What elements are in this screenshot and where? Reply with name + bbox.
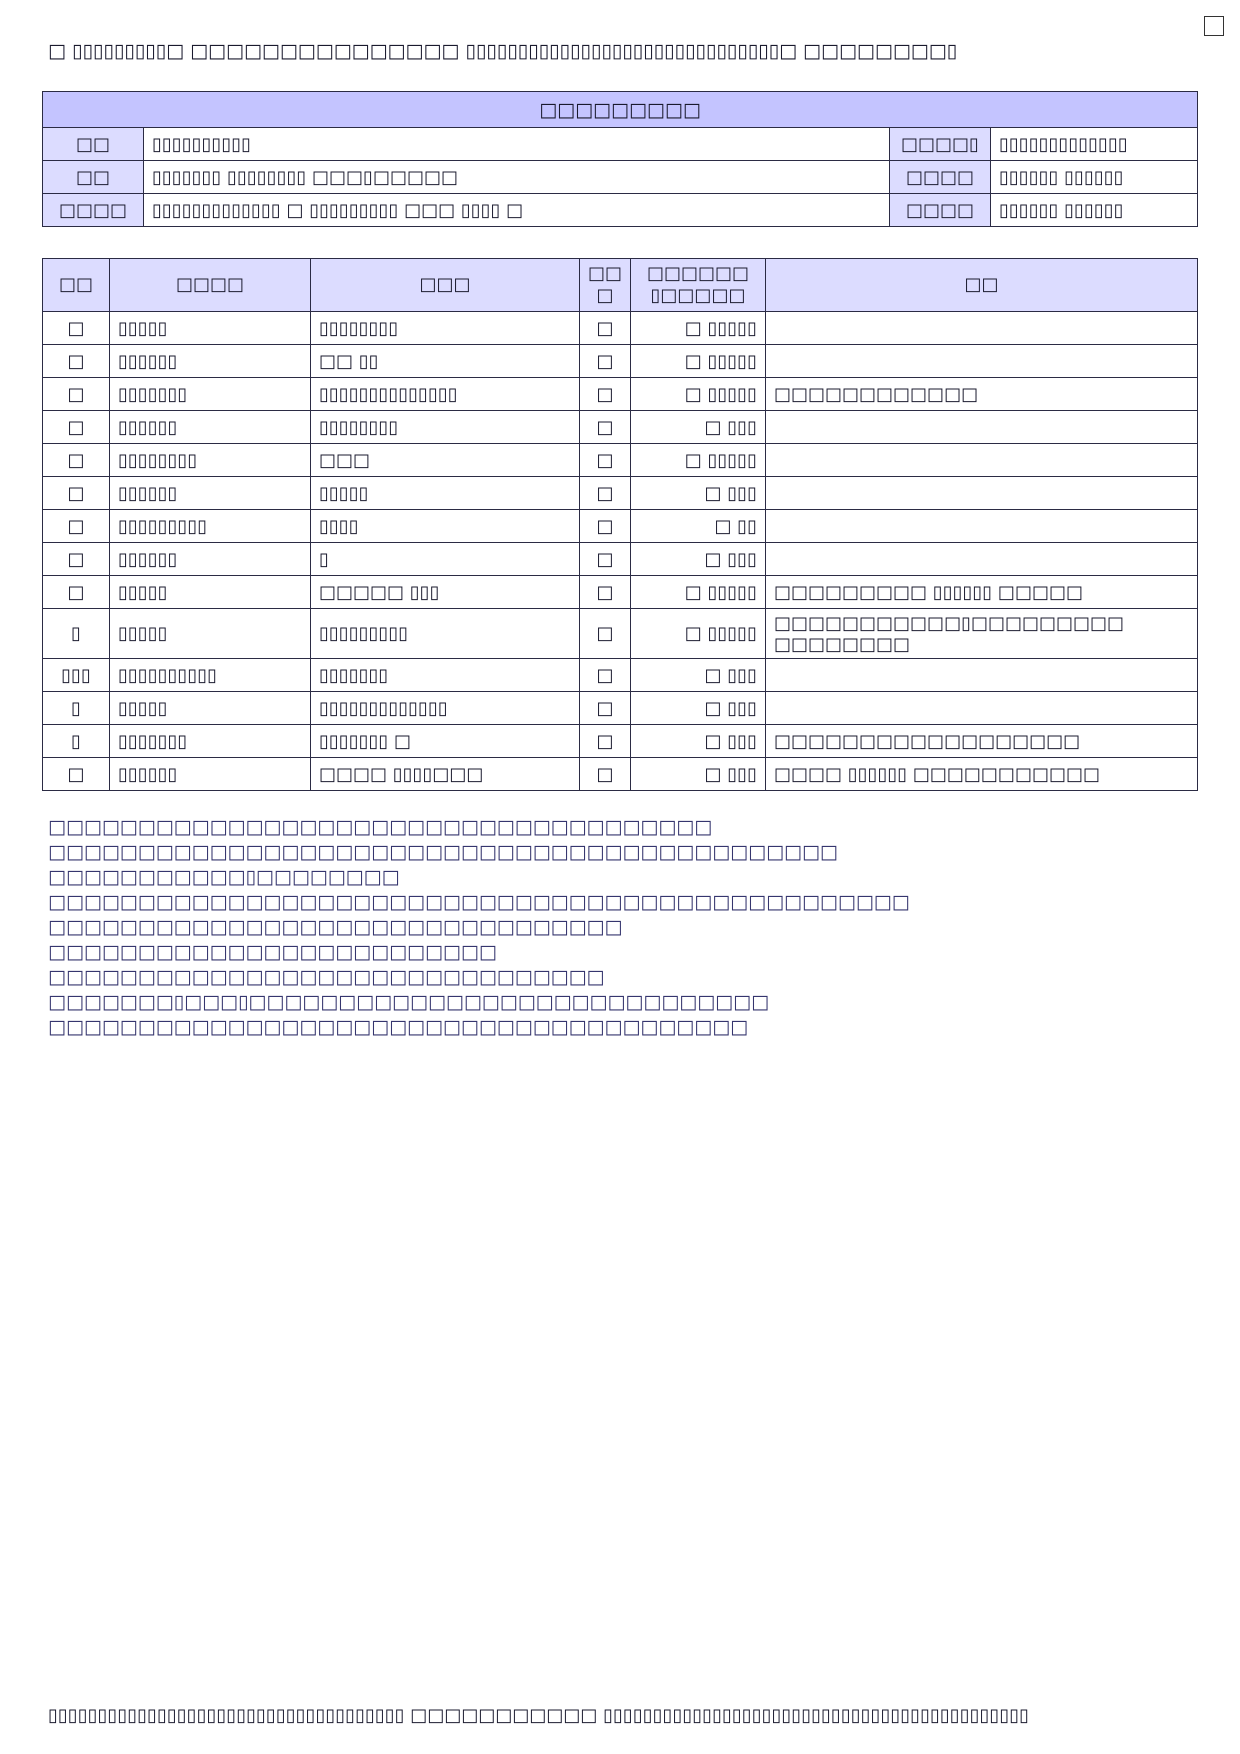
cell-item: ▯▯▯▯▯▯▯▯: [311, 411, 580, 444]
cell-no: □: [43, 345, 110, 378]
note-line: □□□□□□□□□□□□□□□□□□□□□□□□□□□□□□□□: [48, 916, 623, 938]
cell-price: □ ▯▯▯▯▯: [631, 444, 766, 477]
cell-no: □: [43, 378, 110, 411]
cell-item: ▯▯▯▯▯▯▯ □: [311, 725, 580, 758]
cell-price: □ ▯▯▯▯▯: [631, 345, 766, 378]
info-table: [42, 91, 1198, 227]
table-row: [43, 543, 1198, 576]
table-row: [43, 444, 1198, 477]
table-row: [43, 411, 1198, 444]
info-label: □□□□: [890, 161, 991, 194]
cell-price: □ ▯▯▯: [631, 758, 766, 791]
cell-item: □□□: [311, 444, 580, 477]
cell-no: □: [43, 411, 110, 444]
cell-no: ▯: [43, 725, 110, 758]
cell-no: □: [43, 576, 110, 609]
cell-name: ▯▯▯▯▯▯▯: [110, 725, 311, 758]
info-value: ▯▯▯▯▯▯▯▯▯▯▯▯▯ □ ▯▯▯▯▯▯▯▯▯ □□□ ▯▯▯▯ □: [144, 194, 890, 227]
cell-no: □: [43, 543, 110, 576]
cell-name: ▯▯▯▯▯▯: [110, 477, 311, 510]
table-row: [43, 345, 1198, 378]
info-label: □□□□: [43, 194, 144, 227]
cell-qty: □: [580, 659, 631, 692]
cell-qty: □: [580, 345, 631, 378]
cell-no: □: [43, 758, 110, 791]
table-row: [43, 758, 1198, 791]
table-header-row: [43, 259, 1198, 312]
info-table-caption: □□□□□□□□□: [43, 92, 1198, 128]
cell-item: ▯▯▯▯▯▯▯▯: [311, 312, 580, 345]
cell-price: □ ▯▯▯: [631, 659, 766, 692]
cell-qty: □: [580, 411, 631, 444]
cell-item: □□ ▯▯: [311, 345, 580, 378]
cell-note: □□□□□□□□□□□□□□□□□□: [766, 725, 1198, 758]
cell-note: [766, 692, 1198, 725]
note-line: □□□□□□□▯□□□▯□□□□□□□□□□□□□□□□□□□□□□□□□□□□□: [48, 991, 770, 1013]
cell-qty: □: [580, 312, 631, 345]
cell-note: □□□□□□□□□□□□: [766, 378, 1198, 411]
cell-price: □ ▯▯▯: [631, 411, 766, 444]
cell-no: ▯: [43, 692, 110, 725]
cell-note: [766, 543, 1198, 576]
cell-price: □ ▯▯▯: [631, 725, 766, 758]
cell-name: ▯▯▯▯▯▯: [110, 345, 311, 378]
cell-item: ▯▯▯▯▯▯▯▯▯: [311, 609, 580, 659]
info-value: ▯▯▯▯▯▯▯ ▯▯▯▯▯▯▯▯ □□□▯□□□□□: [144, 161, 890, 194]
cell-qty: □: [580, 477, 631, 510]
cell-note: [766, 477, 1198, 510]
info-value: ▯▯▯▯▯▯▯▯▯▯▯▯▯: [991, 128, 1198, 161]
table-row: [43, 510, 1198, 543]
info-value: ▯▯▯▯▯▯ ▯▯▯▯▯▯: [991, 194, 1198, 227]
cell-name: ▯▯▯▯▯▯▯: [110, 378, 311, 411]
cell-note: □□□□ ▯▯▯▯▯▯ □□□□□□□□□□□: [766, 758, 1198, 791]
cell-no: ▯▯▯: [43, 659, 110, 692]
note-line: □□□□□□□□□□□□□□□□□□□□□□□□□□□□□□□□□□□□□□□: [48, 1016, 749, 1038]
cell-no: ▯: [43, 609, 110, 659]
table-row: [43, 576, 1198, 609]
info-label: □□: [43, 161, 144, 194]
cell-item: □□□□ ▯▯▯▯□□□: [311, 758, 580, 791]
cell-no: □: [43, 510, 110, 543]
col-header-name: □□□□: [110, 259, 311, 312]
cell-qty: □: [580, 692, 631, 725]
note-line: □□□□□□□□□□□□□□□□□□□□□□□□□□□□□□□□□□□□□□□□□□□□□□□□: [48, 891, 910, 913]
table-row: [43, 609, 1198, 659]
page-footer: ▯▯▯▯▯▯▯▯▯▯▯▯▯▯▯▯▯▯▯▯▯▯▯▯▯▯▯▯▯▯▯▯▯▯▯▯ □□□□□□□□□□□ ▯▯▯▯▯▯▯▯▯▯▯▯▯▯▯▯▯▯▯▯▯▯▯▯▯▯▯▯▯▯▯▯▯▯▯▯▯▯▯▯▯▯▯: [48, 1705, 1030, 1726]
cell-qty: □: [580, 758, 631, 791]
cell-note: □□□□□□□□□□□▯□□□□□□□□□ □□□□□□□□: [766, 609, 1198, 659]
table-body: [43, 312, 1198, 791]
cell-price: □ ▯▯▯: [631, 477, 766, 510]
cell-no: □: [43, 477, 110, 510]
table-row: [43, 659, 1198, 692]
cell-qty: □: [580, 510, 631, 543]
cell-name: ▯▯▯▯▯: [110, 609, 311, 659]
cell-item: ▯▯▯▯▯: [311, 477, 580, 510]
cell-name: ▯▯▯▯▯: [110, 312, 311, 345]
cell-item: ▯▯▯▯▯▯▯: [311, 659, 580, 692]
cell-item: ▯: [311, 543, 580, 576]
notes-section: [48, 816, 1198, 1041]
cell-name: ▯▯▯▯▯: [110, 576, 311, 609]
cell-name: ▯▯▯▯▯▯▯▯▯▯: [110, 659, 311, 692]
document-header: □ ▯▯▯▯▯▯▯▯▯□ □□□□□□□□□□□□□□□ ▯▯▯▯▯▯▯▯▯▯▯▯▯▯▯▯▯▯▯▯▯▯▯▯▯▯▯▯▯▯□ □□□□□□□□▯: [48, 40, 958, 62]
note-line: □□□□□□□□□□□□□□□□□□□□□□□□□□□□□□□: [48, 966, 605, 988]
cell-qty: □: [580, 543, 631, 576]
cell-price: □ ▯▯▯▯▯: [631, 609, 766, 659]
cell-price: □ ▯▯▯▯▯: [631, 576, 766, 609]
info-label: □□□□: [890, 194, 991, 227]
cell-qty: □: [580, 378, 631, 411]
items-table: [42, 258, 1198, 791]
table-row: [43, 312, 1198, 345]
cell-item: □□□□□ ▯▯▯: [311, 576, 580, 609]
cell-name: ▯▯▯▯▯: [110, 692, 311, 725]
col-header-qty: □□ □: [580, 259, 631, 312]
table-row: [43, 692, 1198, 725]
cell-note: [766, 411, 1198, 444]
cell-price: □ ▯▯▯▯▯: [631, 312, 766, 345]
cell-no: □: [43, 312, 110, 345]
cell-item: ▯▯▯▯▯▯▯▯▯▯▯▯▯▯: [311, 378, 580, 411]
col-header-note: □□: [766, 259, 1198, 312]
note-line: □□□□□□□□□□□▯□□□□□□□□: [48, 866, 400, 888]
cell-price: □ ▯▯: [631, 510, 766, 543]
cell-note: [766, 510, 1198, 543]
table-row: [43, 378, 1198, 411]
cell-name: ▯▯▯▯▯▯: [110, 543, 311, 576]
note-line: □□□□□□□□□□□□□□□□□□□□□□□□□□□□□□□□□□□□□: [48, 816, 713, 838]
cell-qty: □: [580, 609, 631, 659]
cell-name: ▯▯▯▯▯▯▯▯: [110, 444, 311, 477]
cell-name: ▯▯▯▯▯▯: [110, 758, 311, 791]
cell-price: □ ▯▯▯▯▯: [631, 378, 766, 411]
info-value: ▯▯▯▯▯▯▯▯▯▯: [144, 128, 890, 161]
cell-no: □: [43, 444, 110, 477]
cell-note: □□□□□□□□□ ▯▯▯▯▯▯ □□□□□: [766, 576, 1198, 609]
note-line: □□□□□□□□□□□□□□□□□□□□□□□□□: [48, 941, 497, 963]
cell-note: [766, 312, 1198, 345]
info-label: □□□□▯: [890, 128, 991, 161]
cell-qty: □: [580, 576, 631, 609]
col-header-price: □□□□□□ ▯□□□□□: [631, 259, 766, 312]
table-row: [43, 477, 1198, 510]
cell-price: □ ▯▯▯: [631, 543, 766, 576]
cell-price: □ ▯▯▯: [631, 692, 766, 725]
note-line: □□□□□□□□□□□□□□□□□□□□□□□□□□□□□□□□□□□□□□□□□□□□: [48, 841, 838, 863]
info-value: ▯▯▯▯▯▯ ▯▯▯▯▯▯: [991, 161, 1198, 194]
cell-note: [766, 659, 1198, 692]
corner-mark: [1204, 16, 1224, 36]
col-header-item: □□□: [311, 259, 580, 312]
table-row: [43, 725, 1198, 758]
cell-item: ▯▯▯▯▯▯▯▯▯▯▯▯▯: [311, 692, 580, 725]
cell-item: ▯▯▯▯: [311, 510, 580, 543]
cell-qty: □: [580, 725, 631, 758]
cell-note: [766, 444, 1198, 477]
col-header-no: □□: [43, 259, 110, 312]
cell-note: [766, 345, 1198, 378]
info-label: □□: [43, 128, 144, 161]
cell-qty: □: [580, 444, 631, 477]
cell-name: ▯▯▯▯▯▯▯▯▯: [110, 510, 311, 543]
cell-name: ▯▯▯▯▯▯: [110, 411, 311, 444]
